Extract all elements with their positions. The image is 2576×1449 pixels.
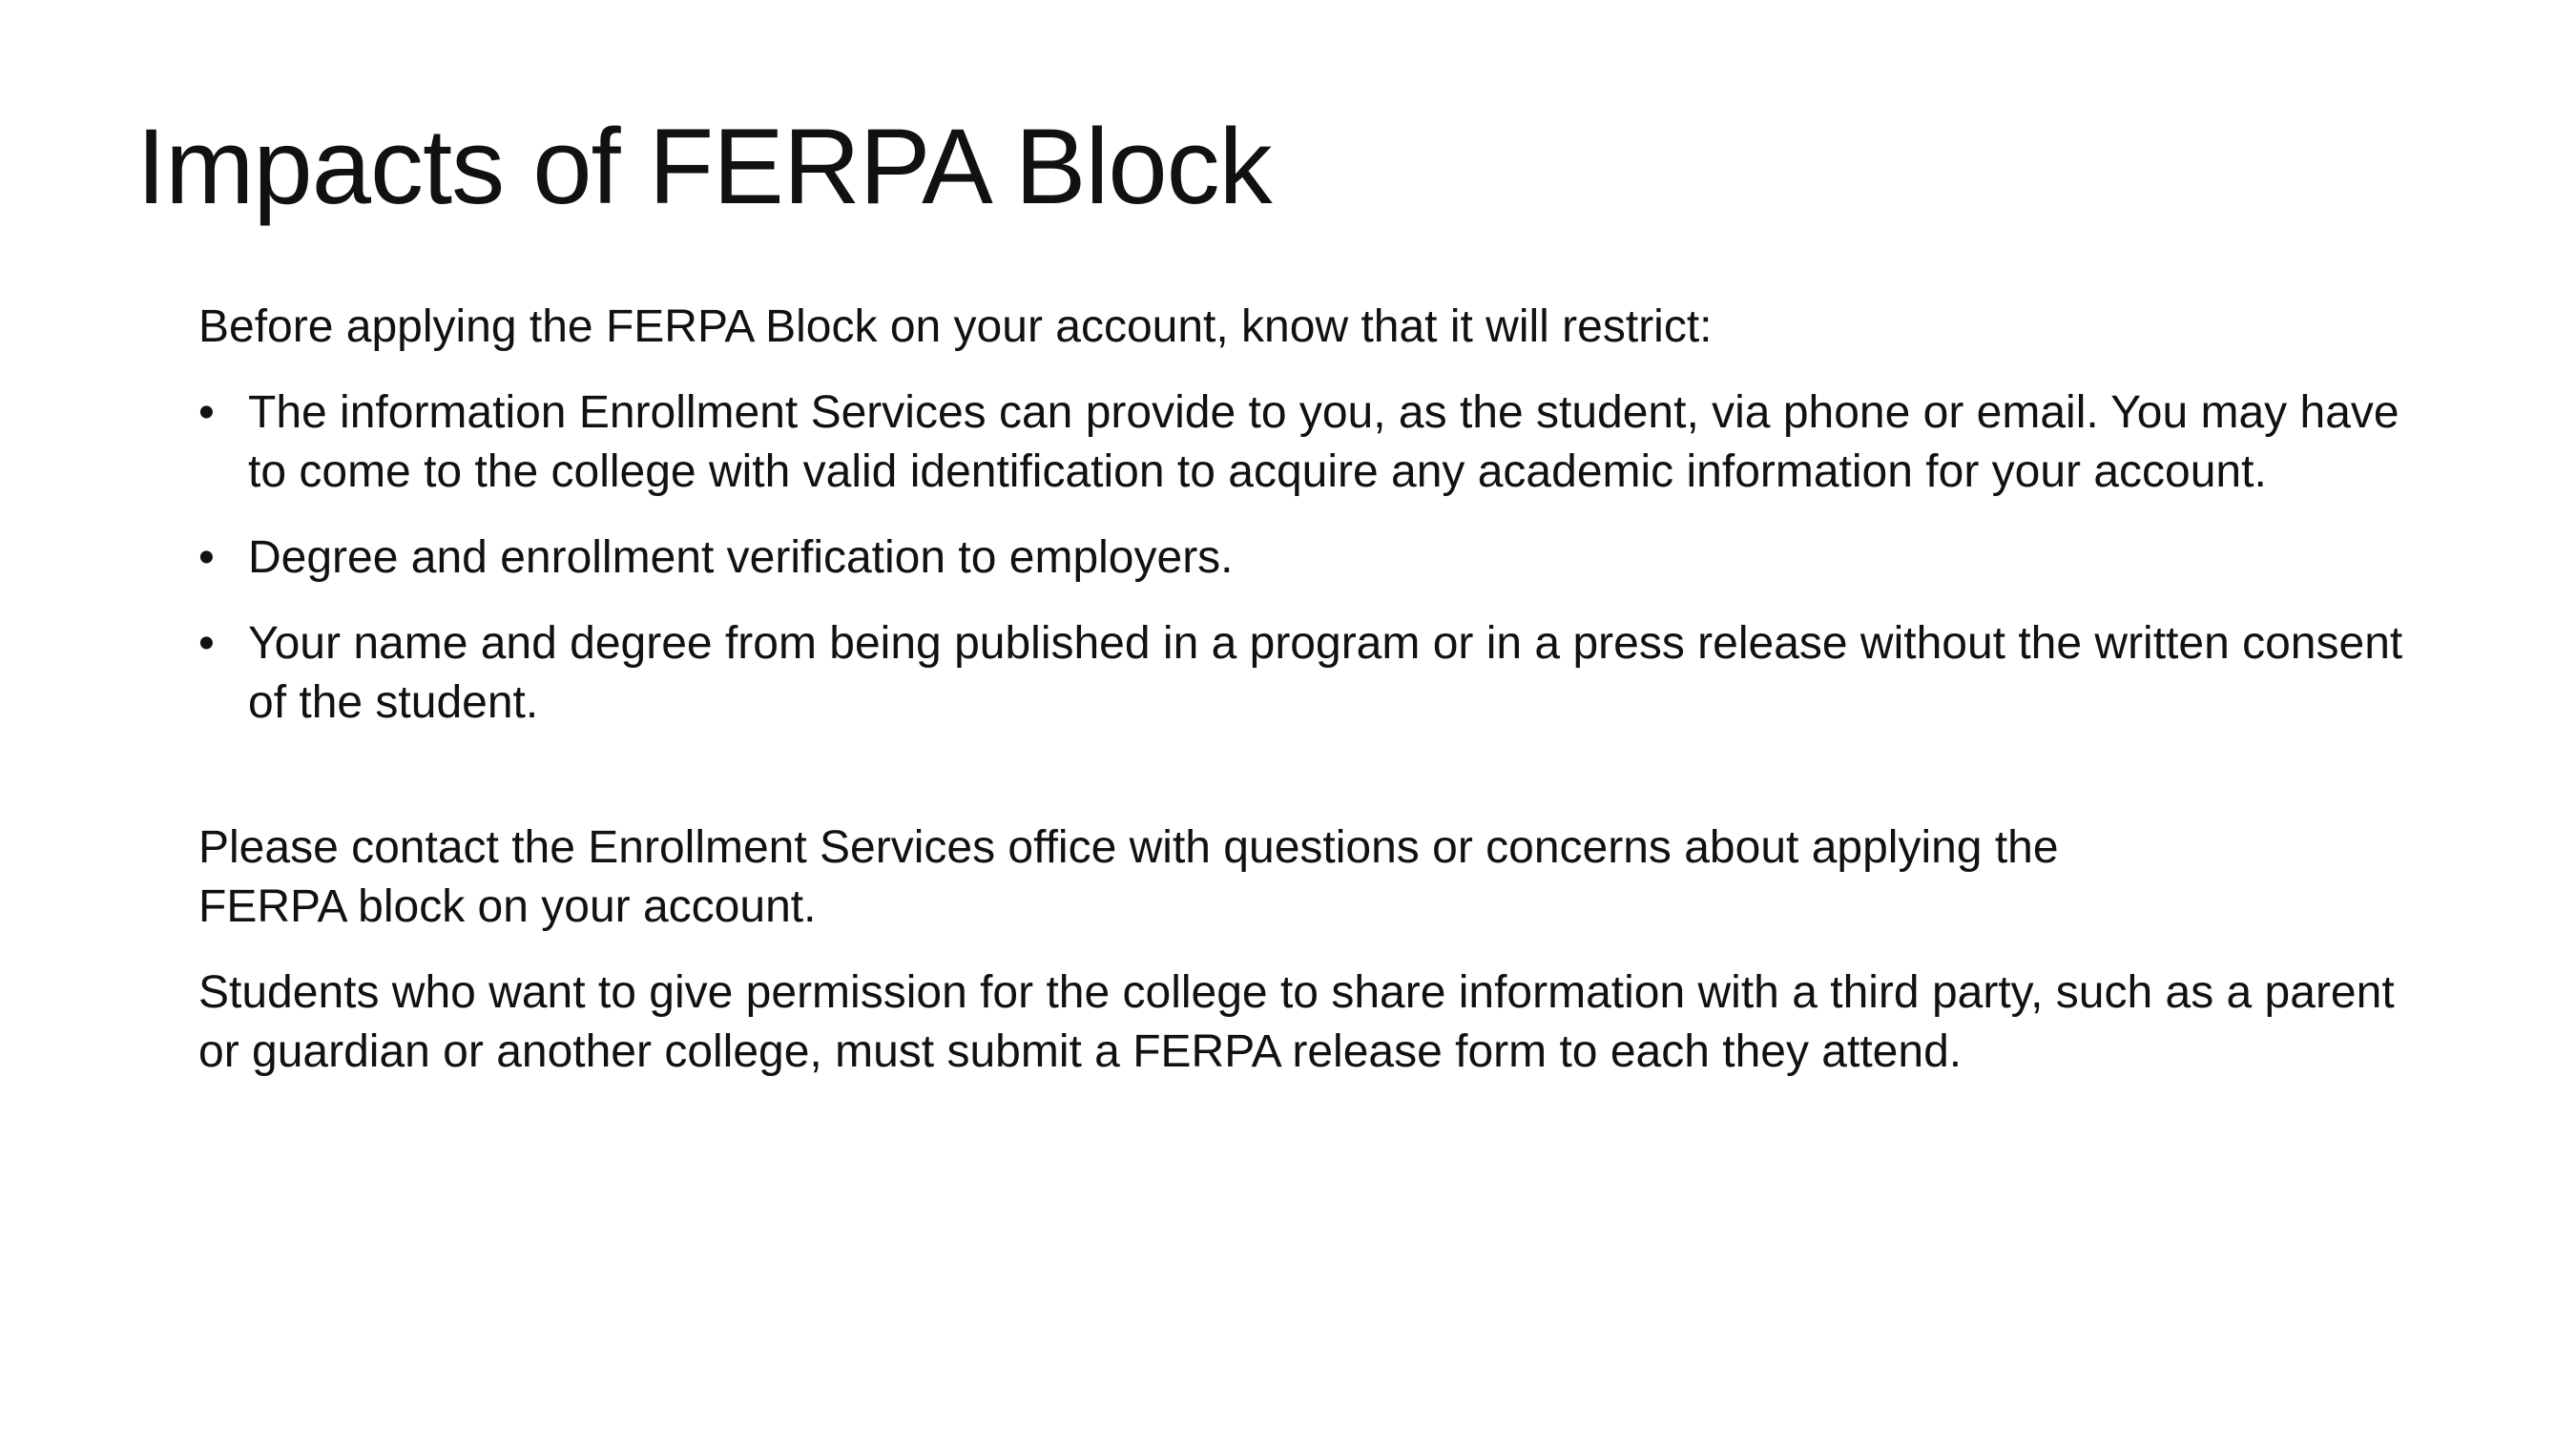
intro-text: Before applying the FERPA Block on your account, know that it will restrict: <box>198 301 1713 352</box>
list-item <box>198 528 2431 588</box>
list-item <box>198 614 2431 733</box>
bullet-text: Your name and degree from being published in a program or in a press release without the written consent of the student. <box>248 618 2403 728</box>
list-item <box>198 383 2431 502</box>
release-note: Students who want to give permission for the college to share information with a third party, such as a parent or guardian or another college, must submit a FERPA release form to each they attend. <box>198 967 2395 1077</box>
bullet-text: Degree and enrollment verification to employers. <box>248 532 1234 583</box>
bullet-icon: • <box>198 532 215 583</box>
bullet-icon: • <box>198 387 215 438</box>
restriction-list <box>198 383 2431 733</box>
contact-note: Please contact the Enrollment Services office with questions or concerns about applying the FERPA block on your account. <box>198 822 2059 932</box>
bullet-text: The information Enrollment Services can provide to you, as the student, via phone or email. You may have to come to the college with valid identification to acquire any academic information for your account. <box>248 387 2399 497</box>
bullet-icon: • <box>198 618 215 669</box>
slide-body <box>198 298 2431 1108</box>
spacer <box>198 759 2431 818</box>
slide-title: Impacts of FERPA Block <box>136 107 1272 226</box>
